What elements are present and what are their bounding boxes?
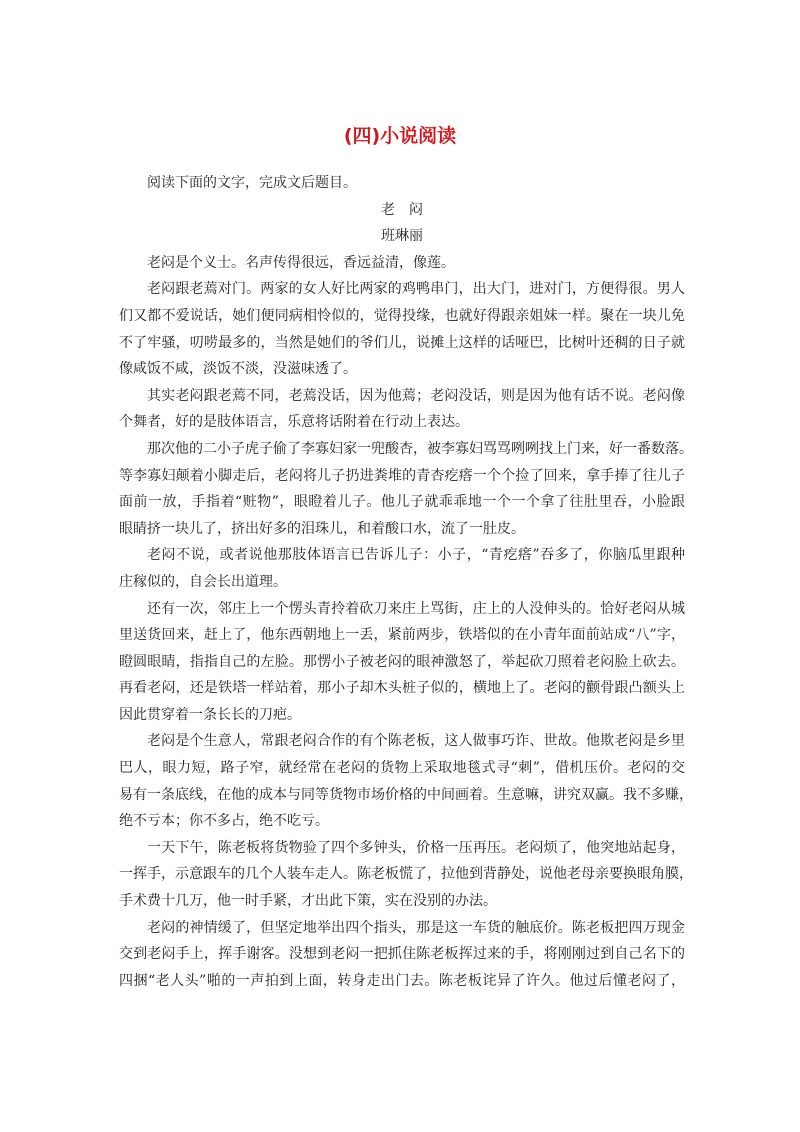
paragraph-line: 绝不亏本；你不多占，绝不吃亏。 — [119, 813, 329, 830]
paragraph-line: 面前一放，手指着“赃物”，眼瞪着儿子。他儿子就乖乖地一个一个拿了往肚里吞，小脸跟 — [119, 494, 685, 511]
paragraph-line: 手术费十几万，他一时手紧，才出此下策，实在没别的办法。 — [119, 893, 497, 910]
paragraph — [119, 596, 685, 729]
paragraph — [119, 436, 693, 542]
document-body — [119, 170, 693, 994]
paragraph — [119, 915, 685, 995]
paragraph-line: 等李寡妇颠着小脚走后，老闷将儿子扔进粪堆的青杏疙瘩一个个捡了回来，拿手捧了往儿子 — [119, 467, 685, 484]
paragraph-line: 交到老闷手上，挥手谢客。没想到老闷一把抓住陈老板挥过来的手，将刚刚过到自己名下的 — [119, 946, 685, 963]
paragraph-line: 一天下午，陈老板将货物验了四个多钟头，价格一压再压。老闷烦了，他突地站起身， — [147, 839, 685, 856]
paragraph — [119, 835, 693, 915]
paragraph-line: 庄稼似的，自会长出道理。 — [119, 573, 287, 590]
paragraph-line: 巴人，眼力短，路子窄，就经常在老闷的货物上采取地毯式寻“刺”，借机压价。老闷的交 — [119, 760, 685, 777]
paragraph-line: 易有一条底线，在他的成本与同等货物市场价格的中间画着。生意嘛，讲究双赢。我不多赚， — [119, 786, 693, 803]
story-text — [119, 250, 693, 995]
paragraph-line: 里送货回来，赶上了，他东西朝地上一丢，紧前两步，铁塔似的在小青年面前站成“八”字， — [119, 627, 685, 644]
paragraph-line: 老闷是个义士。名声传得很远，香远益清，像莲。 — [147, 254, 455, 271]
paragraph-line: 那次他的二小子虎子偷了李寡妇家一兜酸杏，被李寡妇骂骂咧咧找上门来，好一番数落。 — [147, 440, 693, 457]
paragraph-line: 一挥手，示意跟车的几个人装车走人。陈老板慌了，拉他到背静处，说他老母亲要换眼角膜， — [119, 866, 693, 883]
paragraph — [119, 728, 693, 834]
paragraph-line: 老闷的神情缓了，但坚定地举出四个指头，那是这一车货的触底价。陈老板把四万现金 — [147, 919, 685, 936]
paragraph-line: 其实老闷跟老蔫不同，老蔫没话，因为他蔫；老闷没话，则是因为他有话不说。老闷像 — [147, 387, 685, 404]
instruction-text: 阅读下面的文字，完成文后题目。 — [147, 175, 357, 191]
story-author: 班琳丽 — [381, 228, 423, 245]
paragraph — [119, 250, 685, 277]
paragraph-line: 眼睛挤一块儿了，挤出好多的泪珠儿，和着酸口水，流了一肚皮。 — [119, 520, 525, 537]
section-title: (四)小说阅读 — [343, 125, 457, 147]
paragraph-line: 四捆“老人头”啪的一声拍到上面，转身走出门去。陈老板诧异了许久。他过后懂老闷了， — [119, 972, 685, 989]
paragraph — [119, 542, 685, 595]
paragraph-line: 老闷跟老蔫对门。两家的女人好比两家的鸡鸭串门，出大门，进对门，方便得很。男人 — [147, 281, 685, 298]
story-title: 老 闷 — [381, 201, 423, 218]
paragraph — [119, 383, 685, 436]
paragraph-line: 个舞者，好的是肢体语言，乐意将话附着在行动上表达。 — [119, 414, 469, 431]
paragraph-line: 老闷不说，或者说他那肢体语言已告诉儿子：小子，“青疙瘩”吞多了，你脑瓜里跟种 — [147, 547, 685, 564]
paragraph-line: 像咸饭不咸，淡饭不淡，没滋味透了。 — [119, 361, 357, 378]
paragraph-line: 再看老闷，还是铁塔一样站着，那小子却木头桩子似的，横地上了。老闷的颧骨跟凸额头上 — [119, 680, 685, 697]
paragraph-line: 老闷是个生意人，常跟老闷合作的有个陈老板，这人做事巧诈、世故。他欺老闷是乡里 — [147, 733, 685, 750]
paragraph-line: 因此贯穿着一条长长的刀疤。 — [119, 706, 301, 723]
paragraph-line: 还有一次，邻庄上一个愣头青拎着砍刀来庄上骂街，庄上的人没伸头的。恰好老闷从城 — [147, 600, 685, 617]
paragraph-line: 们又都不爱说话，她们便同病相怜似的，觉得投缘，也就好得跟亲姐妹一样。聚在一块儿免 — [119, 307, 685, 324]
paragraph-line: 不了牢骚，叨唠最多的，当然是她们的爷们儿，说摊上这样的话哑巴，比树叶还稠的日子就 — [119, 334, 685, 351]
paragraph — [119, 276, 685, 382]
paragraph-line: 瞪圆眼睛，指指自己的左脸。那愣小子被老闷的眼神激怒了，举起砍刀照着老闷脸上砍去。 — [119, 653, 685, 670]
